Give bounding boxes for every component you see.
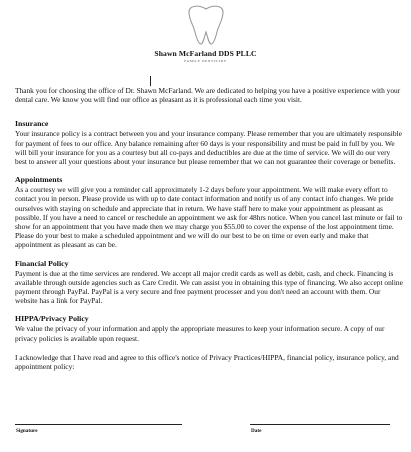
practice-logo: [0, 4, 411, 70]
financial-policy-heading: Financial Policy: [15, 258, 69, 268]
signature-label: Signature: [16, 428, 38, 434]
intro-paragraph: Thank you for choosing the office of Dr. Shawn McFarland. We are dedicated to helping you have a positive experience with your dental care. We know you will find our office as pleasant as it is professional each time you visit.: [15, 86, 401, 105]
privacy-policy-paragraph: We value the privacy of your information and apply the appropriate measures to keep your information secure. A copy of our privacy policies is available upon request.: [15, 324, 385, 343]
insurance-paragraph: Your insurance policy is a contract between you and your insurance company. Please remember that you are ultimately responsible for payment of fees to our office. Any balance remaining after 60 days is your responsibility and must be paid in full by you. We will bill your insurance for you as a courtesy but all co-pays and deductibles are due at the time of service. We will do our very best to answer all your questions about your insurance but please remember that we can not guarantee their coverage or benefits.: [15, 129, 402, 167]
acknowledgement-paragraph: I acknowledge that I have read and agree to this office's notice of Privacy Practices/HIPPA, financial policy, insurance policy, and appointment policy:: [15, 352, 399, 372]
insurance-heading: Insurance: [15, 119, 49, 129]
signature-block: [15, 424, 403, 444]
policy-document: [15, 86, 403, 371]
tooth-icon: [183, 4, 229, 46]
privacy-policy-heading: HIPPA/Privacy Policy: [15, 314, 89, 324]
appointments-heading: Appointments: [15, 175, 63, 185]
text-cursor: [150, 76, 151, 86]
practice-name: Shawn McFarland DDS PLLC: [154, 49, 257, 58]
practice-tagline: FAMILY DENTISTRY: [184, 59, 227, 63]
date-label: Date: [251, 428, 262, 434]
financial-policy-paragraph: Payment is due at the time services are rendered. We accept all major credit cards as well as debit, cash, and check. Financing is available through outside agencies such as Care Credit. We can assist you in obtaining this type of financing. We also accept online payment through PayPal. PayPal is a very secure and free payment processer and you don't need an account with them. Our website has a link for PayPal.: [15, 268, 403, 306]
appointments-paragraph: As a courtesy we will give you a reminder call approximately 1-2 days before your appointment. We will make every effort to contact you in person. Please provide us with up to date contact information and notify us of any contact info changes. We pride ourselves with staying on schedule and appreciate that in return. We have staff here to make your appointment as pleasant as possible. If you have a need to cancel or reschedule an appointment we ask for 48hrs notice. When you cancel last minute or fail to show for an appointment that you have made then we may charge you $55.00 to cover the expense of the lost appointment time. Please do your best to make a scheduled appointment and we will do our best to be on time or even early and make that appointment as pleasant as can be.: [15, 185, 403, 250]
date-line[interactable]: [250, 424, 390, 425]
signature-line[interactable]: [15, 424, 182, 425]
